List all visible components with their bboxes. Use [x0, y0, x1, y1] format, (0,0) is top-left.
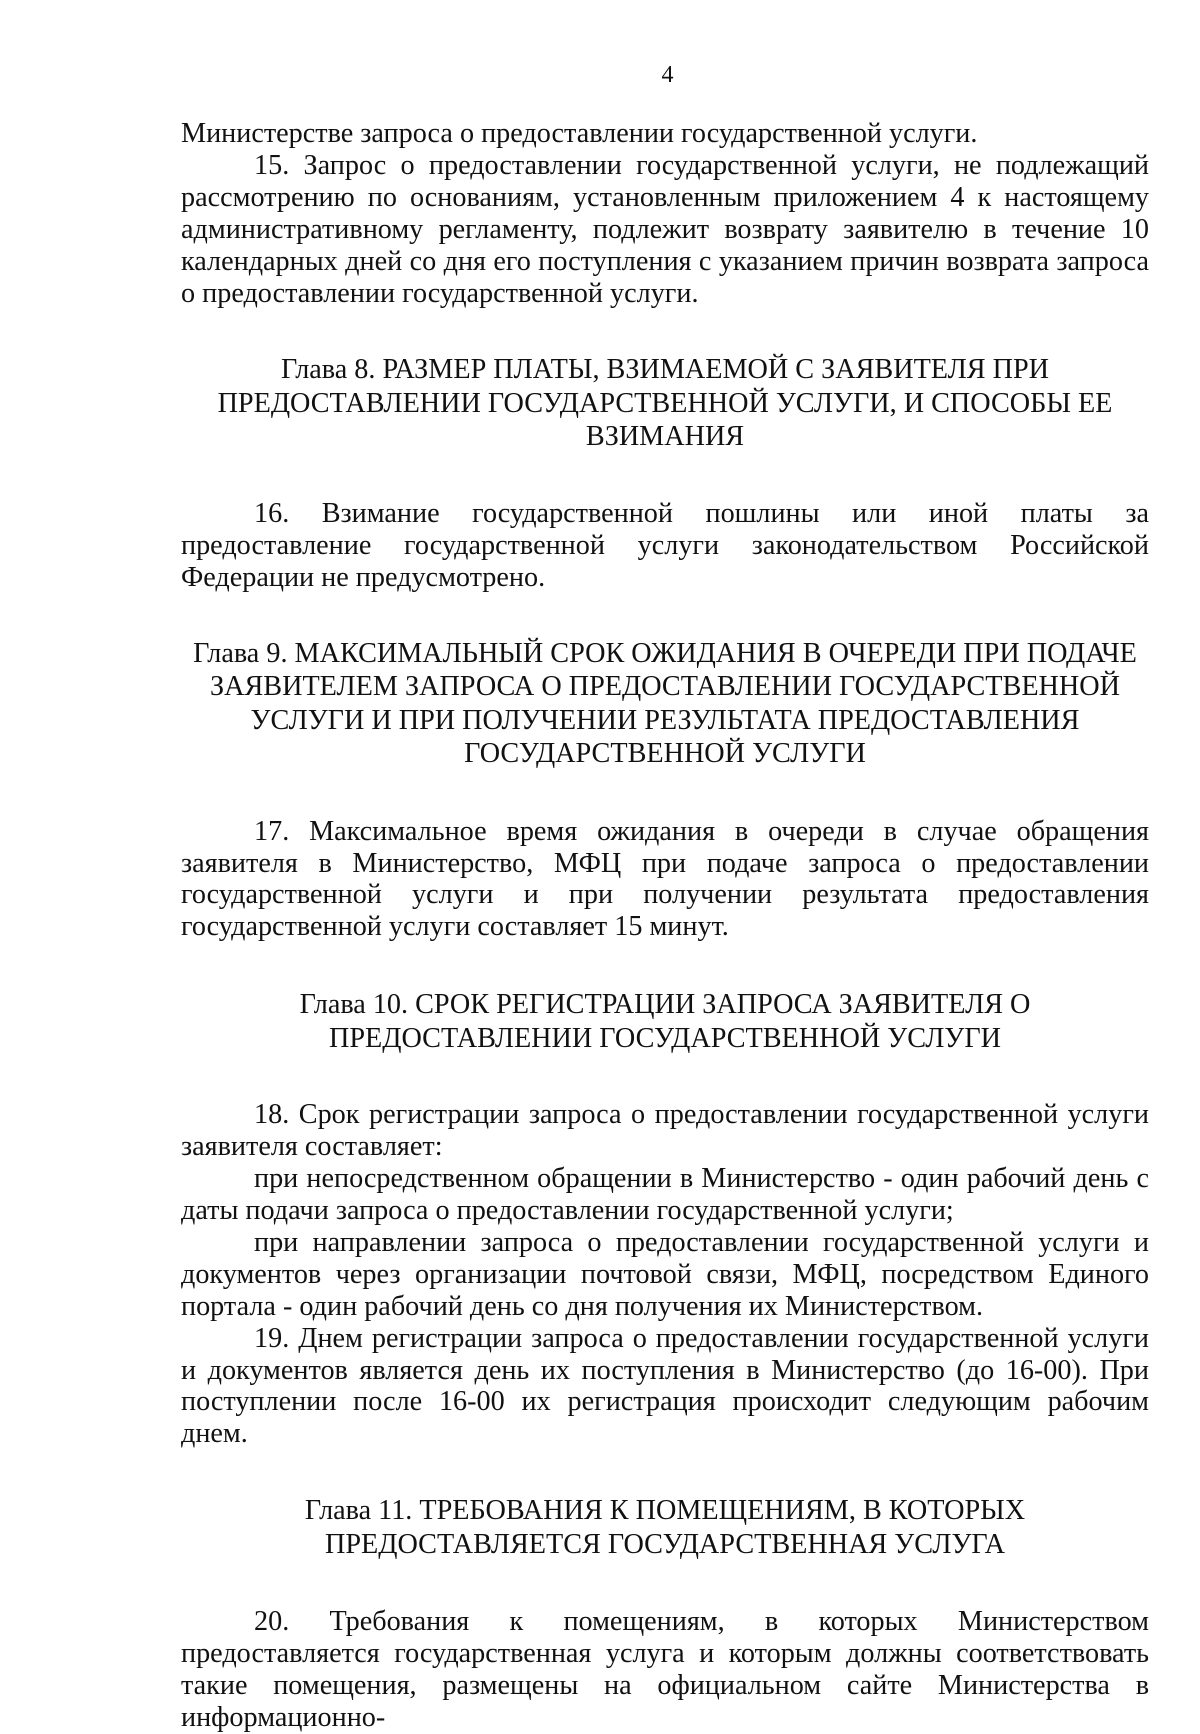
paragraph-18: 18. Срок регистрации запроса о предоставлении государственной услуги заявителя составляет:: [181, 1099, 1149, 1163]
paragraph-20: 20. Требования к помещениям, в которых Министерством предоставляется государственная услуга и которым должны соответствовать такие помещения, размещены на официальном сайте Министерства в информационно-: [181, 1606, 1149, 1733]
page-number: 4: [661, 62, 674, 88]
paragraph-18-item-a: при непосредственном обращении в Министерство - один рабочий день с даты подачи запроса о предоставлении государственной услуги;: [181, 1163, 1149, 1226]
document-body: [181, 118, 1149, 1734]
paragraph-14-continuation: Министерстве запроса о предоставлении государственной услуги.: [181, 118, 978, 149]
chapter-9-heading: Глава 9. МАКСИМАЛЬНЫЙ СРОК ОЖИДАНИЯ В ОЧЕРЕДИ ПРИ ПОДАЧЕ ЗАЯВИТЕЛЕМ ЗАПРОСА О ПРЕДОСТАВЛЕНИИ ГОСУДАРСТВЕННОЙ УСЛУГИ И ПРИ ПОЛУЧЕНИИ РЕЗУЛЬТАТА ПРЕДОСТАВЛЕНИЯ ГОСУДАРСТВЕННОЙ УСЛУГИ: [193, 637, 1137, 770]
paragraph-18-item-b: при направлении запроса о предоставлении государственной услуги и документов через организации почтовой связи, МФЦ, посредством Единого портала - один рабочий день со дня получения их Министерством.: [181, 1226, 1149, 1322]
paragraph-17: 17. Максимальное время ожидания в очереди в случае обращения заявителя в Министерство, МФЦ при подаче запроса о предоставлении государственной услуги и при получении результата предоставления государственной услуги составляет 15 минут.: [181, 815, 1149, 943]
chapter-11-heading: Глава 11. ТРЕБОВАНИЯ К ПОМЕЩЕНИЯМ, В КОТОРЫХ ПРЕДОСТАВЛЯЕТСЯ ГОСУДАРСТВЕННАЯ УСЛУГА: [304, 1495, 1026, 1560]
chapter-8-heading: Глава 8. РАЗМЕР ПЛАТЫ, ВЗИМАЕМОЙ С ЗАЯВИТЕЛЯ ПРИ ПРЕДОСТАВЛЕНИИ ГОСУДАРСТВЕННОЙ УСЛУГИ, И СПОСОБЫ ЕЕ ВЗИМАНИЯ: [217, 354, 1113, 453]
paragraph-19: 19. Днем регистрации запроса о предоставлении государственной услуги и документов является день их поступления в Министерство (до 16-00). При поступлении после 16-00 их регистрация происходит следующим рабочим днем.: [181, 1322, 1149, 1450]
paragraph-15: 15. Запрос о предоставлении государственной услуги, не подлежащий рассмотрению по основаниям, установленным приложением 4 к настоящему административному регламенту, подлежит возврату заявителю в течение 10 календарных дней со дня его поступления с указанием причин возврата запроса о предоставлении государственной услуги.: [181, 149, 1149, 309]
paragraph-16: 16. Взимание государственной пошлины или иной платы за предоставление государственной услуги законодательством Российской Федерации не предусмотрено.: [181, 497, 1149, 593]
chapter-10-heading: Глава 10. СРОК РЕГИСТРАЦИИ ЗАПРОСА ЗАЯВИТЕЛЯ О ПРЕДОСТАВЛЕНИИ ГОСУДАРСТВЕННОЙ УСЛУГИ: [299, 989, 1031, 1054]
